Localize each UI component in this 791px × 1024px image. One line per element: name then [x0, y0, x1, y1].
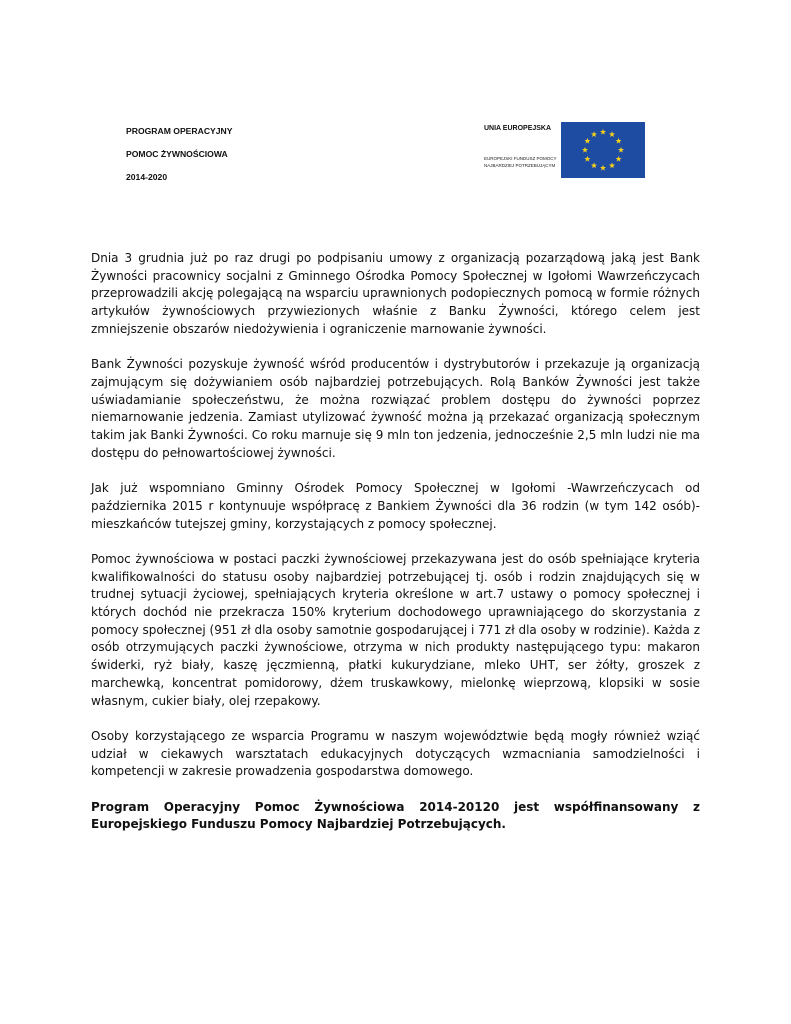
paragraph: Dnia 3 grudnia już po raz drugi po podpisaniu umowy z organizacją pozarządową jaką jest Bank Żywności pracownicy socjalni z Gminnego Ośrodka Pomocy Społecznej w Igołomi Wawrzeńczycach przeprowadzili akcję polegającą na wsparciu uprawnionych podopiecznych pomocą w formie różnych artykułów żywnościowych przywiezionych właśnie z Banku Żywności, którego celem jest zmniejszenie obszarów niedożywienia i ograniczenie marnowanie żywności.	[91, 251, 700, 336]
program-subtitle: POMOC ŻYWNOŚCIOWA	[126, 149, 228, 159]
eu-logo-subtitle-line: NAJBARDZIEJ POTRZEBUJĄCYM	[484, 163, 556, 168]
program-years: 2014-2020	[126, 172, 168, 182]
paragraph: Osoby korzystającego ze wsparcia Programu w naszym województwie będą mogły również wziąć udział w ciekawych warsztatach edukacyjnych dotyczących wzmacniania samodzielności i kompetencji w zakresie prowadzenia gospodarstwa domowego.	[91, 728, 700, 779]
program-header	[126, 126, 232, 195]
eu-logo-title: UNIA EUROPEJSKA	[484, 125, 552, 132]
paragraph: Pomoc żywnościowa w postaci paczki żywnościowej przekazywana jest do osób spełniające kryteria kwalifikowalności do statusu osoby najbardziej potrzebującej tj. osób i rodzin znajdujących się w trudnej sytuacji życiowej, spełniających kryteria określone w art.7 ustawy o pomocy społecznej i których dochód nie przekracza 150% kryterium dochodowego uprawniającego do skorzystania z pomocy społecznej (951 zł dla osoby samotnie gospodarującej i 771 zł dla osoby w rodzinie). Każda z osób otrzymujących paczki żywnościowe, otrzyma w nich produkty następującego typu: makaron świderki, ryż biały, kaszę jęczmienną, płatki kukurydziane, mleko UHT, ser żółty, groszek z marchewką, koncentrat pomidorowy, dżem truskawkowy, mielonkę wieprzową, klopsiki w sosie własnym, cukier biały, olej rzepakowy.	[91, 551, 700, 708]
closing-statement: Program Operacyjny Pomoc Żywnościowa 2014-20120 jest współfinansowany z Europejskiego Funduszu Pomocy Najbardziej Potrzebujących.	[91, 799, 700, 832]
eu-logo-subtitle-line: EUROPEJSKI FUNDUSZ POMOCY	[484, 156, 557, 161]
eu-logo-subtitle	[484, 155, 558, 169]
paragraph: Bank Żywności pozyskuje żywność wśród producentów i dystrybutorów i przekazuje ją organizacją zajmującym się dożywianiem osób najbardziej potrzebujących. Rolą Banków Żywności jest także uświadamianie społeczeństwu, że można rozwiązać problem dostępu do żywności poprzez niemarnowanie jedzenia. Zamiast utylizować żywność można ją przekazać organizacją społecznym takim jak Banki Żywności. Co roku marnuje się 9 mln ton jedzenia, jednocześnie 2,5 mln ludzi nie ma dostępu do pełnowartościowej żywności.	[91, 357, 700, 460]
document-body	[91, 250, 700, 852]
eu-flag-icon	[561, 122, 645, 178]
program-title: PROGRAM OPERACYJNY	[126, 126, 233, 136]
paragraph: Jak już wspomniano Gminny Ośrodek Pomocy Społecznej w Igołomi -Wawrzeńczycach od października 2015 r kontynuuje współpracę z Bankiem Żywności dla 36 rodzin (w tym 142 osób)- mieszkańców tutejszej gminy, korzystających z pomocy społecznej.	[91, 481, 700, 531]
